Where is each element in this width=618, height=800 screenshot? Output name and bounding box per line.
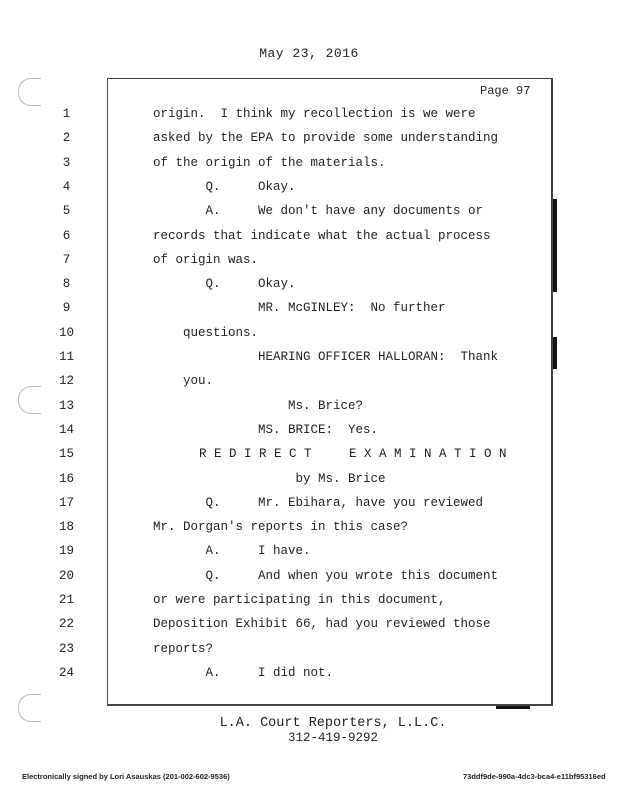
line-number: 12 <box>58 374 74 389</box>
line-number: 10 <box>58 325 74 340</box>
line-text: HEARING OFFICER HALLORAN: Thank <box>153 350 499 364</box>
transcript-line <box>62 204 553 224</box>
line-text: Q. Okay. <box>153 277 296 292</box>
transcript-line <box>58 568 553 589</box>
transcript-line <box>58 374 553 394</box>
transcript-line <box>62 252 553 273</box>
line-text: records that indicate what the actual process <box>153 228 491 243</box>
line-text: of the origin of the materials. <box>153 155 386 170</box>
line-number: 4 <box>62 179 71 194</box>
line-text: Mr. Dorgan's reports in this case? <box>153 520 409 535</box>
transcript-line <box>58 641 553 662</box>
line-text: asked by the EPA to provide some understanding <box>153 131 499 146</box>
line-text: origin. I think my recollection is we were <box>153 107 476 121</box>
transcript-line <box>58 544 553 564</box>
underline-mark <box>496 706 530 709</box>
line-text: MS. BRICE: Yes. <box>153 422 379 437</box>
line-number: 1 <box>62 107 71 121</box>
transcript-line <box>58 471 553 492</box>
transcript-line <box>62 179 553 200</box>
page-number: Page 97 <box>480 84 531 98</box>
line-text: MR. McGINLEY: No further <box>153 301 446 316</box>
line-number: 11 <box>58 350 74 364</box>
line-number: 8 <box>62 277 71 292</box>
transcript-line <box>58 398 553 419</box>
line-number: 20 <box>58 568 74 583</box>
line-text: Q. Mr. Ebihara, have you reviewed <box>153 495 484 510</box>
transcript-line <box>58 325 553 346</box>
line-text: by Ms. Brice <box>153 471 386 486</box>
reporter-phone: 312-419-9292 <box>287 731 378 745</box>
line-number: 23 <box>58 641 74 656</box>
line-number: 14 <box>58 422 74 437</box>
transcript-line <box>62 228 553 249</box>
line-number: 19 <box>58 544 74 559</box>
line-number: 5 <box>62 204 71 219</box>
line-number: 3 <box>62 155 71 170</box>
punch-hole <box>18 78 41 106</box>
transcript-line <box>62 277 553 297</box>
line-number: 24 <box>58 665 74 680</box>
transcript-line <box>58 495 553 516</box>
line-text: A. We don't have any documents or <box>153 204 484 219</box>
line-number: 18 <box>58 520 74 535</box>
line-number: 17 <box>58 495 74 510</box>
line-number: 15 <box>58 447 74 462</box>
line-number: 7 <box>62 252 71 267</box>
transcript-line <box>58 617 553 637</box>
line-text: Q. Okay. <box>153 179 296 194</box>
line-text: reports? <box>153 641 214 656</box>
margin-bar <box>553 337 557 369</box>
transcript-line <box>62 301 553 321</box>
line-number: 13 <box>58 398 74 413</box>
transcript-line <box>58 665 553 686</box>
page-date: May 23, 2016 <box>259 46 359 61</box>
line-text: Ms. Brice? <box>153 398 364 413</box>
line-number: 2 <box>62 131 71 146</box>
line-text: Q. And when you wrote this document <box>153 568 499 583</box>
transcript-line <box>62 131 553 151</box>
transcript-line <box>58 350 553 370</box>
line-number: 6 <box>62 228 71 243</box>
line-text: you. <box>153 374 214 389</box>
transcript-line <box>58 520 553 540</box>
line-text: questions. <box>153 325 259 340</box>
line-text: or were participating in this document, <box>153 593 446 607</box>
margin-bar <box>553 199 557 292</box>
line-text: A. I have. <box>153 544 311 559</box>
line-text: Deposition Exhibit 66, had you reviewed those <box>153 617 491 632</box>
line-text: REDIRECT EXAMINATION <box>199 447 515 462</box>
document-id: 73ddf9de-990a-4dc3-bca4-e11bf95316ed <box>463 772 606 781</box>
electronic-signature: Electronically signed by Lori Asauskas (201-002-602-9536) <box>22 772 230 781</box>
line-number: 16 <box>58 471 74 486</box>
transcript-line <box>62 155 553 176</box>
line-number: 21 <box>58 593 74 607</box>
line-text: of origin was. <box>153 252 259 267</box>
transcript-line <box>58 422 553 443</box>
transcript-line <box>58 447 553 467</box>
transcript-line <box>62 107 553 127</box>
reporter-company: L.A. Court Reporters, L.L.C. <box>219 716 447 731</box>
line-number: 22 <box>58 617 74 632</box>
line-number: 9 <box>62 301 71 316</box>
line-text: A. I did not. <box>153 665 334 680</box>
transcript-line <box>58 593 553 613</box>
